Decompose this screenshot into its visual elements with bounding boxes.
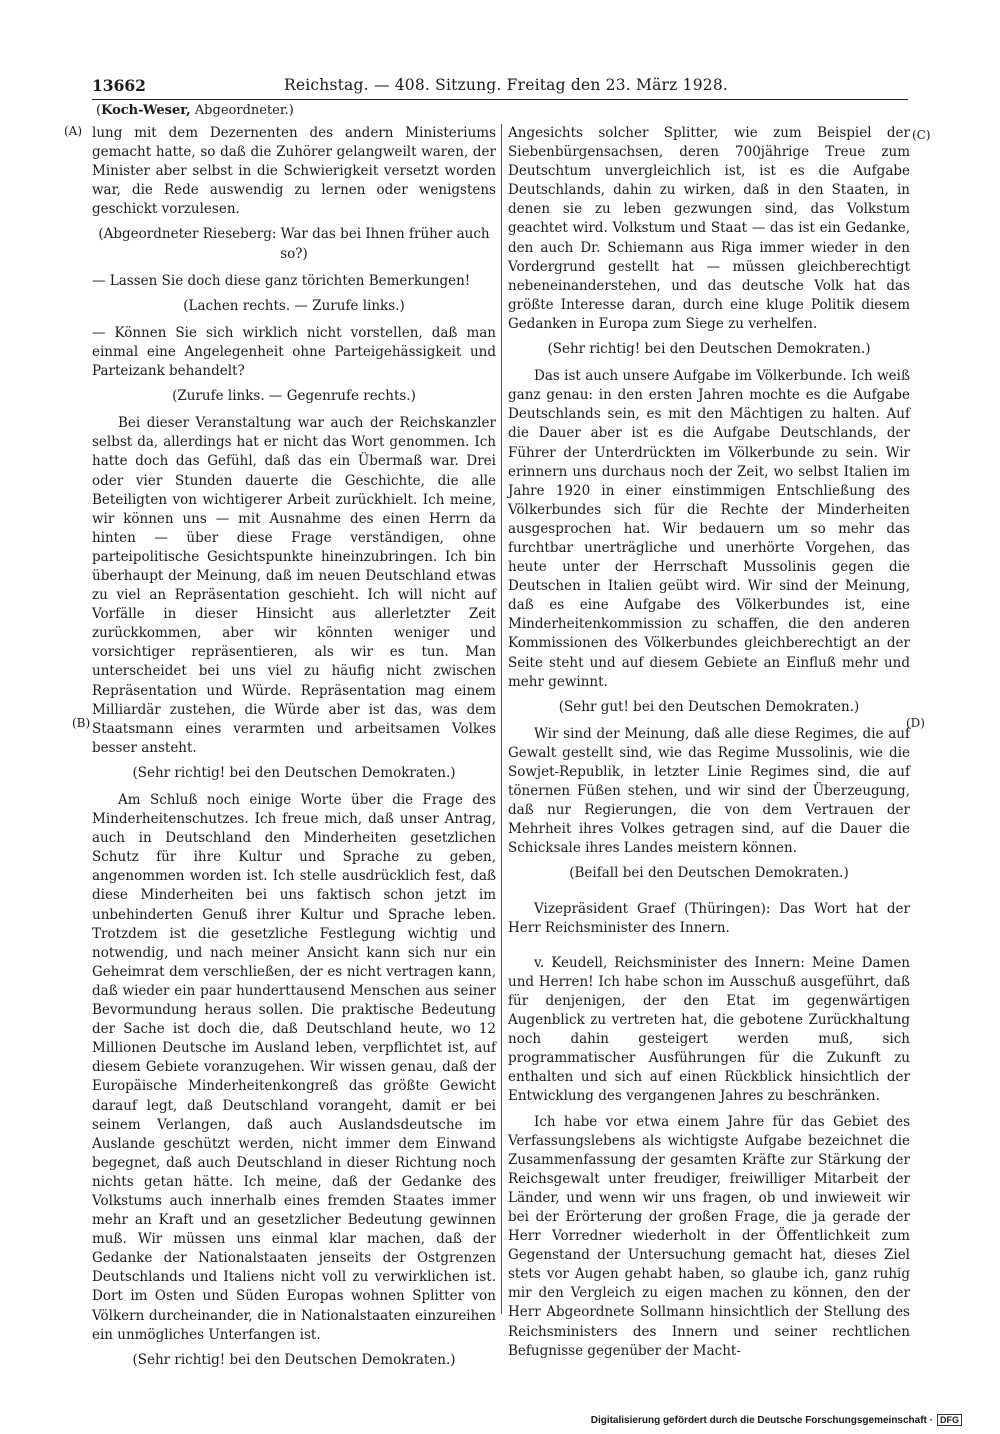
footer-text: Digitalisierung gefördert durch die Deutsche Forschungsgemeinschaft · [590,1415,933,1426]
running-header [92,76,912,100]
margin-mark-a: (A) [64,124,83,138]
margin-mark-d: (D) [906,716,925,730]
margin-mark-c: (C) [912,128,931,142]
interjection: (Lachen rechts. — Zurufe links.) [183,297,405,314]
margin-mark-b: (B) [72,716,91,730]
paragraph: Bei dieser Veranstaltung war auch der Reichskanzler selbst da, allerdings hat er nicht das Wort genommen. Ich hatte doch das Gefühl, daß das ein Übermaß war. Drei oder vier Stunden dauerte die Geschichte, die alle Beteiligten von wichtigerer Arbeit zurückhielt. Ich meine, wir können uns — mit Ausnahme des einen Herrn da hinten — über diese Frage verständigen, ohne parteipolitische Gesichtspunkte hineinzubringen. Ich bin überhaupt der Meinung, daß im neuen Deutschland etwas zu viel an Repräsentation geschieht. Ich will nicht auf Vorfälle in dieser Hinsicht aus allerletzter Zeit zurückkommen, aber wir könnten weniger und vorsichtiger repräsentieren, als wir es tun. Man unterscheidet bei uns viel zu häufig nicht zwischen Repräsentation und Würde. Repräsentation mag einem Milliardär zustehen, die Würde aber ist das, was dem Staatsmann eines verarmten und arbeitsamen Volkes besser ansteht. [92,415,496,756]
speaker-role: Abgeordneter. [194,103,289,118]
paragraph: Angesichts solcher Splitter, wie zum Beispiel der Siebenbürgensachsen, deren 700jährige Treue zum Deutschtum unvergleichlich ist, ist es die Aufgabe Deutschlands, dahin zu wirken, daß in den Staaten, in denen sie zu leben gezwungen sind, das Volkstum geachtet wird. Volkstum und Staat — das ist ein Gedanke, den auch Dr. Schiemann aus Riga immer wieder in den Vordergrund gestellt hat — müssen gleichberechtigt nebeneinanderstehen, und das deutsche Volk hat das größte Interesse daran, durch eine kluge Politik diesem Gedanken in Europa zum Siege zu verhelfen. [508,125,910,332]
digitization-footer [591,1414,962,1426]
speaker-paragraph: v. Keudell, Reichsminister des Innern: Meine Damen und Herren! Ich habe schon im Ausschuß ausgeführt, daß für denjenigen, der den Etat im gegenwärtigen Augenblick zu vertreten hat, die gebotene Zurückhaltung noch dahin gesteigert werden muß, sich programmatischer Ausführungen für die Zukunft zu enthalten und sich auf einen Rückblick hinsichtlich der Entwicklung des vergangenen Jahres zu beschränken. [508,954,910,1105]
interjection: (Sehr gut! bei den Deutschen Demokraten.) [558,698,860,715]
header-rule [92,99,908,100]
dfg-logo: DFG [937,1414,962,1426]
paragraph: Am Schluß noch einige Worte über die Frage des Minderheitenschutzes. Ich freue mich, daß unser Antrag, auch in Deutschland den Minderheiten gesetzlichen Schutz für ihre Kultur und Sprache zu geben, angenommen worden ist. Ich stelle ausdrücklich fest, daß diese Minderheiten bei uns faktisch schon jetzt im unbehinderten Genuß ihrer Kultur und Sprache leben. Trotzdem ist die gesetzliche Festlegung wichtig und notwendig, und nach meiner Ansicht kann sich nur ein Geheimrat dem verschließen, der es nicht vertragen kann, daß wieder ein paar hunderttausend Menschen aus seiner Bevormundung heraus sollen. Die praktische Bedeutung der Sache ist doch die, daß Deutschland heute, wo 12 Millionen Deutsche im Ausland leben, verpflichtet ist, auf diesem Gebiete voranzugehen. Wir wissen genau, daß der Europäische Minderheitenkongreß das größte Gewicht darauf legt, daß Deutschland vorangeht, damit er bei seinem Verlangen, daß auch Auslandsdeutsche im Auslande geschützt werden, nicht immer dem Einwand begegnet, daß auch Deutschland in dieser Richtung noch nichts getan hätte. Ich meine, daß der Gedanke des Volkstums auch innerhalb eines fremden Staates immer mehr an Kraft und an gesetzlicher Bedeutung gewinnen muß. Wir müssen uns einmal klar machen, daß der Gedanke der Nationalstaaten jenseits der Ostgrenzen Deutschlands und Italiens nicht voll zu verwirklichen ist. Dort im Osten und Süden Europas wohnen Splitter von Völkern durcheinander, die in Nationalstaaten einzureihen ein unmögliches Unterfangen ist. [92,792,496,1343]
interjection: (Sehr richtig! bei den Deutschen Demokraten.) [132,1351,456,1368]
interjection: (Sehr richtig! bei den Deutschen Demokraten.) [547,341,871,358]
speaker-name: Koch-Weser, [101,103,191,118]
column-divider [501,124,502,1314]
interjection: (Abgeordneter Rieseberg: War das bei Ihnen früher auch so?) [98,226,490,262]
interjection: (Beifall bei den Deutschen Demokraten.) [569,865,849,882]
paragraph: — Können Sie sich wirklich nicht vorstellen, daß man einmal eine Angelegenheit ohne Parteigehässigkeit und Parteizank behandelt? [92,324,496,380]
interjection: (Zurufe links. — Gegenrufe rechts.) [172,388,416,405]
paragraph: — Lassen Sie doch diese ganz törichten Bemerkungen! [92,272,471,289]
right-column [508,124,910,1359]
page-number: 13662 [92,76,146,95]
header-title: Reichstag. — 408. Sitzung. Freitag den 23. März 1928. [284,76,729,94]
speaker-continuation: (Koch-Weser, Abgeordneter.) [96,103,294,118]
interjection: (Sehr richtig! bei den Deutschen Demokraten.) [132,764,456,781]
paragraph: Wir sind der Meinung, daß alle diese Regimes, die auf Gewalt gestellt sind, wie das Regime Mussolinis, wie die Sowjet-Republik, in letzter Linie Regimes sind, die auf tönernen Füßen stehen, und wir sind der Überzeugung, daß nur Regierungen, die von dem Vertrauen der Mehrheit ihres Volkes getragen sind, auf die Dauer die Schicksale ihres Landes meistern können. [508,725,910,857]
paragraph: Das ist auch unsere Aufgabe im Völkerbunde. Ich weiß ganz genau: in den ersten Jahren mochte es die Aufgabe Deutschlands sein, es mit den Mächtigen zu halten. Auf die Dauer aber ist es die Aufgabe Deutschlands, der Führer der Unterdrückten im Völkerbunde zu sein. Wir erinnern uns durchaus noch der Zeit, wo selbst Italien im Jahre 1920 in einer einstimmigen Entschließung des Völkerbundes sich für die Rechte der Minderheiten ausgesprochen hat. Wir bedauern um so mehr das furchtbar unerträgliche und unerhörte Vorgehen, das heute unter der Herrschaft Mussolinis gegen die Deutschen in Italien geübt wird. Wir sind der Meinung, daß es eine Aufgabe des Völkerbundes ist, eine Minderheitenkommission zu schaffen, die den anderen Kommissionen des Völkerbundes gleichberechtigt an der Seite steht und auf diesem Gebiete an Einfluß mehr und mehr gewinnt. [508,368,910,690]
speaker-paragraph: Vizepräsident Graef (Thüringen): Das Wort hat der Herr Reichsminister des Innern. [508,900,910,936]
left-column [92,124,496,1368]
paragraph: lung mit dem Dezernenten des andern Ministeriums gemacht hatte, so daß die Zuhörer gelangweilt waren, der Minister aber selbst in die Schwierigkeit versetzt worden war, die Rede auswendig zu lernen oder wenigstens geschickt vorzulesen. [92,125,496,218]
paragraph: Ich habe vor etwa einem Jahre für das Gebiet des Verfassungslebens als wichtigste Aufgabe bezeichnet die Zusammenfassung der gesamten Kräfte zur Stärkung der Reichsgewalt unter freudiger, freiwilliger Mitarbeit der Länder, und wenn wir uns fragen, ob und inwieweit wir bei der Erörterung der großen Frage, die ja gerade der Herr Vorredner wiederholt in der Öffentlichkeit zum Gegenstand der Untersuchung gemacht hat, dieses Ziel stets vor Augen gehabt haben, so glaube ich, ganz ruhig mir den Vergleich zu eigen machen zu können, den der Herr Abgeordnete Sollmann hinsichtlich der Stellung des Reichsministers des Innern und seiner rechtlichen Befugnisse gegenüber der Macht- [508,1113,910,1359]
